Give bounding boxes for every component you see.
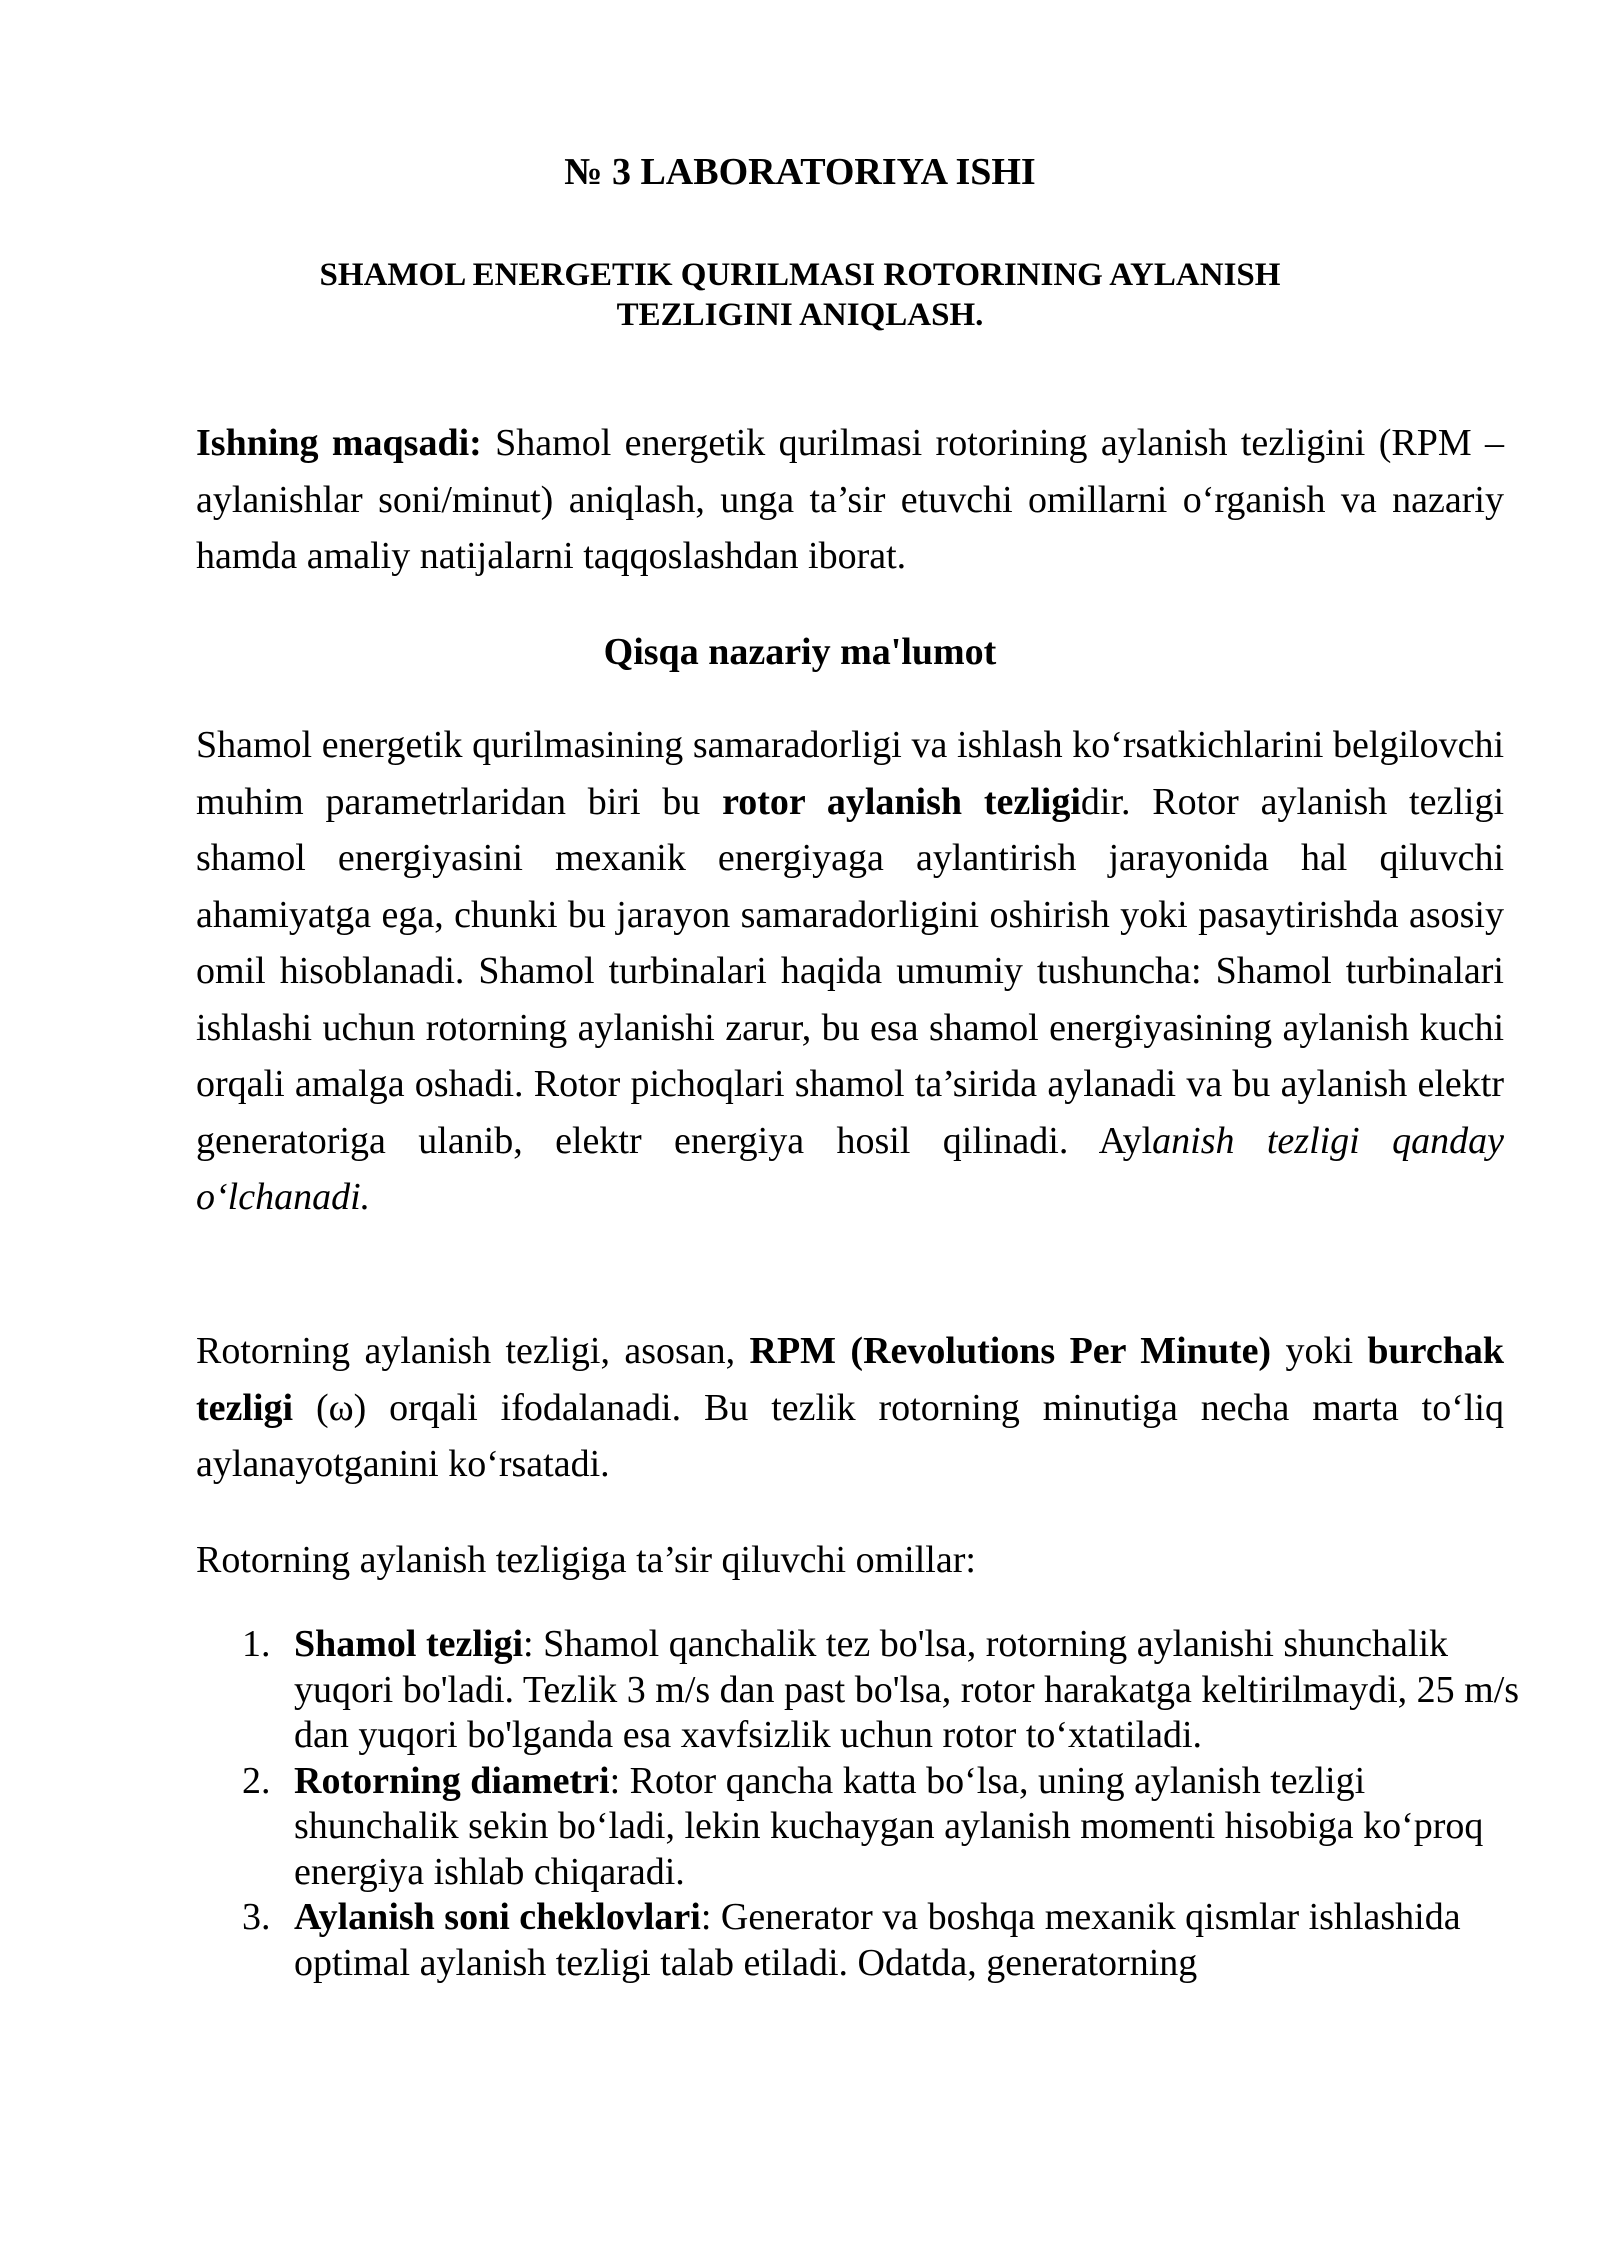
list-item-number: 2. <box>242 1759 271 1802</box>
lab-topic-line-1: SHAMOL ENERGETIK QURILMASI ROTORINING AYLANISH <box>319 257 1281 293</box>
list-item-text: : Generator va boshqa mexanik qismlar ishlashida optimal aylanish tezligi talab etiladi. Odatda, generatorning <box>294 1896 1461 1984</box>
list-item-title: Shamol tezligi <box>294 1623 524 1665</box>
list-item-text: : Shamol qanchalik tez bo'lsa, rotorning aylanishi shunchalik yuqori bo'ladi. Tezlik 3 m/s dan past bo'lsa, rotor harakatga keltirilmaydi, 25 m/s dan yuqori bo'lganda esa xavfsizlik uchun rotor to‘xtatiladi. <box>294 1623 1520 1756</box>
rpm-paragraph <box>196 1323 1504 1493</box>
factors-list <box>196 1622 1526 1986</box>
list-item-title: Aylanish soni cheklovlari <box>294 1896 701 1938</box>
rpm-text-b: yoki <box>1271 1330 1368 1372</box>
list-item-title: Rotorning diametri <box>294 1759 610 1802</box>
goal-label: Ishning maqsadi: <box>196 422 482 464</box>
rpm-text-c: (ω) orqali ifodalanadi. Bu tezlik rotorning minutiga necha marta to‘liq aylanayotganini ko‘rsatadi. <box>196 1386 1504 1485</box>
angular-speed-term: burchak tezligi <box>196 1330 1504 1429</box>
factors-intro: Rotorning aylanish tezligiga ta’sir qiluvchi omillar: <box>196 1539 976 1581</box>
list-item-number: 3. <box>242 1896 271 1938</box>
list-item-number: 1. <box>242 1623 271 1665</box>
theory-text-a: Shamol energetik qurilmasining samaradorligi va ishlash ko‘rsatkichlarini belgilovchi muhim parametrlaridan biri bu <box>196 724 1504 823</box>
list-item-text: : Rotor qancha katta bo‘lsa, uning aylanish tezligi shunchalik sekin bo‘ladi, lekin kuchaygan aylanish momenti hisobiga ko‘proq energiya ishlab chiqaradi. <box>294 1759 1484 1893</box>
theory-paragraph <box>196 717 1504 1226</box>
lab-title: № 3 LABORATORIYA ISHI <box>564 151 1036 193</box>
theory-italic: anish tezligi qanday o‘lchanadi. <box>196 1119 1504 1218</box>
theory-text-b: dir. Rotor aylanish tezligi shamol energiyasini mexanik energiyaga aylantirish jarayonida hal qiluvchi ahamiyatga ega, chunki bu jarayon samaradorligini oshirish yoki pasaytirishda asosiy omil hisoblanadi. Shamol turbinalari haqida umumiy tushuncha: Shamol turbinalari ishlashi uchun rotorning aylanishi zarur, bu esa shamol energiyasining aylanish kuchi orqali amalga oshadi. Rotor pichoqlari shamol ta’sirida aylanadi va bu aylanish elektr generatoriga ulanib, elektr energiya hosil qilinadi. Ayl <box>196 780 1504 1162</box>
rpm-bold-term: RPM (Revolutions Per Minute) <box>749 1330 1272 1372</box>
theory-bold-term: rotor aylanish tezligi <box>722 780 1081 823</box>
goal-text: Shamol energetik qurilmasi rotorining aylanish tezligini (RPM – aylanishlar soni/minut) aniqlash, unga ta’sir etuvchi omillarni o‘rganish va nazariy hamda amaliy natijalarni taqqoslashdan iborat. <box>196 422 1504 577</box>
list-item <box>196 1895 1526 1986</box>
list-item <box>196 1622 1526 1759</box>
rpm-text-a: Rotorning aylanish tezligi, asosan, <box>196 1330 750 1372</box>
list-item <box>196 1759 1526 1896</box>
goal-paragraph <box>196 415 1504 585</box>
lab-topic-line-2: TEZLIGINI ANIQLASH. <box>616 297 984 333</box>
theory-heading: Qisqa nazariy ma'lumot <box>603 631 997 673</box>
lab-topic <box>300 255 1300 335</box>
